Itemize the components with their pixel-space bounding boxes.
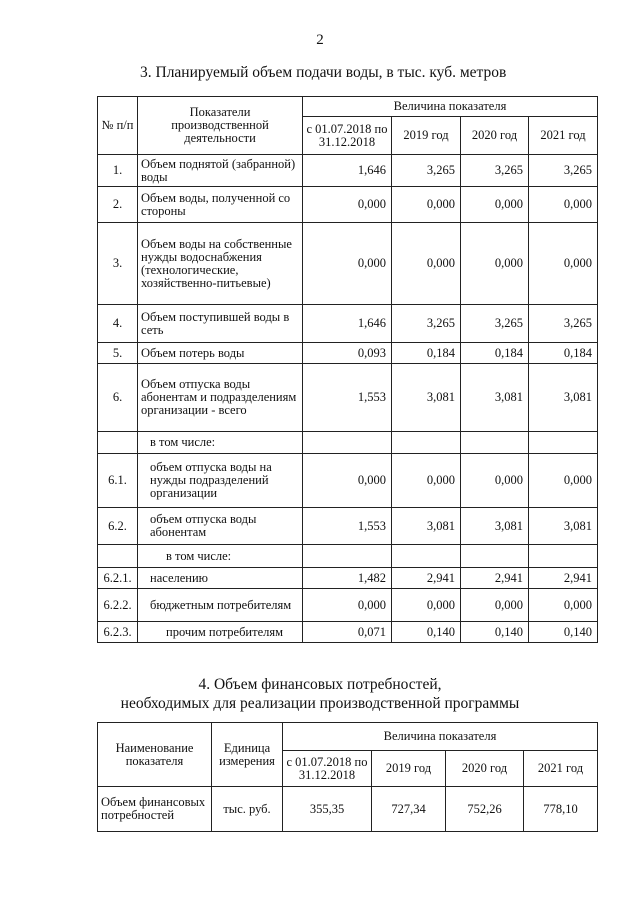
table-row	[98, 223, 598, 305]
row-num: 3.	[98, 223, 138, 305]
table-row	[98, 454, 598, 508]
header-num: № п/п	[98, 97, 138, 155]
header-name: Наименование показателя	[98, 723, 212, 787]
row-value: 3,081	[529, 508, 598, 545]
row-value: 2,941	[461, 568, 529, 589]
row-num: 6.	[98, 364, 138, 432]
row-value: 3,081	[461, 364, 529, 432]
row-value: 3,081	[461, 508, 529, 545]
row-value: 3,265	[529, 155, 598, 187]
water-supply-table	[97, 96, 598, 643]
row-value: 727,34	[372, 787, 446, 832]
table-row	[98, 364, 598, 432]
row-value: 1,646	[303, 305, 392, 343]
header-unit: Единица измерения	[212, 723, 283, 787]
row-value: 1,646	[303, 155, 392, 187]
header-period: 2021 год	[529, 117, 598, 155]
header-value: Величина показателя	[283, 723, 598, 751]
row-value: 0,000	[461, 454, 529, 508]
table-row	[98, 432, 598, 454]
row-value: 1,553	[303, 364, 392, 432]
header-period: с 01.07.2018 по 31.12.2018	[303, 117, 392, 155]
header-period: 2019 год	[372, 751, 446, 787]
header-period: 2020 год	[461, 117, 529, 155]
row-value: 0,140	[392, 622, 461, 643]
row-num	[98, 545, 138, 568]
row-label: Объем потерь воды	[138, 343, 303, 364]
row-label: в том числе:	[138, 432, 303, 454]
row-value: 3,265	[529, 305, 598, 343]
header-indicator: Показатели производственной деятельности	[138, 97, 303, 155]
header-value: Величина показателя	[303, 97, 598, 117]
row-value: 3,265	[392, 155, 461, 187]
table-row	[98, 568, 598, 589]
row-value: 0,000	[529, 223, 598, 305]
row-num: 1.	[98, 155, 138, 187]
row-label: объем отпуска воды на нужды подразделений организации	[138, 454, 303, 508]
row-label: объем отпуска воды абонентам	[138, 508, 303, 545]
table-row	[98, 305, 598, 343]
row-value: 0,000	[303, 454, 392, 508]
row-num: 6.2.2.	[98, 589, 138, 622]
row-value: 0,000	[461, 223, 529, 305]
row-value: 2,941	[392, 568, 461, 589]
section-4-subtitle: необходимых для реализации производственной программы	[120, 695, 520, 712]
row-label: Объем отпуска воды абонентам и подразделениям организации - всего	[138, 364, 303, 432]
row-value: 0,000	[461, 589, 529, 622]
row-value: 3,081	[529, 364, 598, 432]
row-num	[98, 432, 138, 454]
row-value: 0,000	[392, 223, 461, 305]
financial-needs-table	[97, 722, 598, 832]
row-value: 0,000	[529, 589, 598, 622]
table-row	[98, 508, 598, 545]
table-row	[98, 787, 598, 832]
row-num: 6.1.	[98, 454, 138, 508]
row-value	[392, 545, 461, 568]
table-row	[98, 545, 598, 568]
row-value: 1,482	[303, 568, 392, 589]
row-value: 0,000	[392, 454, 461, 508]
row-value: 0,071	[303, 622, 392, 643]
row-value: 3,265	[392, 305, 461, 343]
row-value: 0,000	[303, 187, 392, 223]
row-value: 3,265	[461, 155, 529, 187]
header-period: 2021 год	[524, 751, 598, 787]
page-number: 2	[316, 32, 324, 48]
table-row	[98, 155, 598, 187]
header-period: 2019 год	[392, 117, 461, 155]
row-value: 0,000	[303, 223, 392, 305]
header-period: 2020 год	[446, 751, 524, 787]
row-value: 2,941	[529, 568, 598, 589]
section-3-title: 3. Планируемый объем подачи воды, в тыс. куб. метров	[140, 64, 507, 81]
row-value: 0,000	[529, 187, 598, 223]
row-label: населению	[138, 568, 303, 589]
row-value: 3,081	[392, 508, 461, 545]
row-num: 5.	[98, 343, 138, 364]
row-num: 6.2.	[98, 508, 138, 545]
row-value: 0,184	[461, 343, 529, 364]
row-value: 0,140	[529, 622, 598, 643]
row-value: 0,000	[392, 589, 461, 622]
row-value: 3,265	[461, 305, 529, 343]
row-value: 778,10	[524, 787, 598, 832]
row-label: Объем финансовых потребностей	[98, 787, 212, 832]
row-value: 0,000	[529, 454, 598, 508]
table-row	[98, 343, 598, 364]
row-value: 3,081	[392, 364, 461, 432]
row-value: 0,000	[392, 187, 461, 223]
row-value	[529, 545, 598, 568]
row-value: 0,000	[461, 187, 529, 223]
row-value: 0,184	[392, 343, 461, 364]
header-period: с 01.07.2018 по 31.12.2018	[283, 751, 372, 787]
row-unit: тыс. руб.	[212, 787, 283, 832]
row-value	[529, 432, 598, 454]
row-label: Объем воды, полученной со стороны	[138, 187, 303, 223]
section-4-title: 4. Объем финансовых потребностей,	[198, 676, 442, 693]
row-num: 4.	[98, 305, 138, 343]
row-value: 0,000	[303, 589, 392, 622]
row-value: 0,093	[303, 343, 392, 364]
row-label: Объем поднятой (забранной) воды	[138, 155, 303, 187]
table-row	[98, 622, 598, 643]
row-value: 752,26	[446, 787, 524, 832]
row-value: 0,184	[529, 343, 598, 364]
table-row	[98, 589, 598, 622]
row-label: в том числе:	[138, 545, 303, 568]
row-num: 2.	[98, 187, 138, 223]
row-value: 1,553	[303, 508, 392, 545]
row-label: Объем воды на собственные нужды водоснабжения (технологические, хозяйственно-питьевые)	[138, 223, 303, 305]
row-value	[461, 432, 529, 454]
row-num: 6.2.3.	[98, 622, 138, 643]
row-value	[392, 432, 461, 454]
row-value: 0,140	[461, 622, 529, 643]
row-value	[303, 432, 392, 454]
row-value: 355,35	[283, 787, 372, 832]
row-label: бюджетным потребителям	[138, 589, 303, 622]
row-label: прочим потребителям	[138, 622, 303, 643]
row-value	[303, 545, 392, 568]
row-num: 6.2.1.	[98, 568, 138, 589]
row-label: Объем поступившей воды в сеть	[138, 305, 303, 343]
table-row	[98, 187, 598, 223]
row-value	[461, 545, 529, 568]
